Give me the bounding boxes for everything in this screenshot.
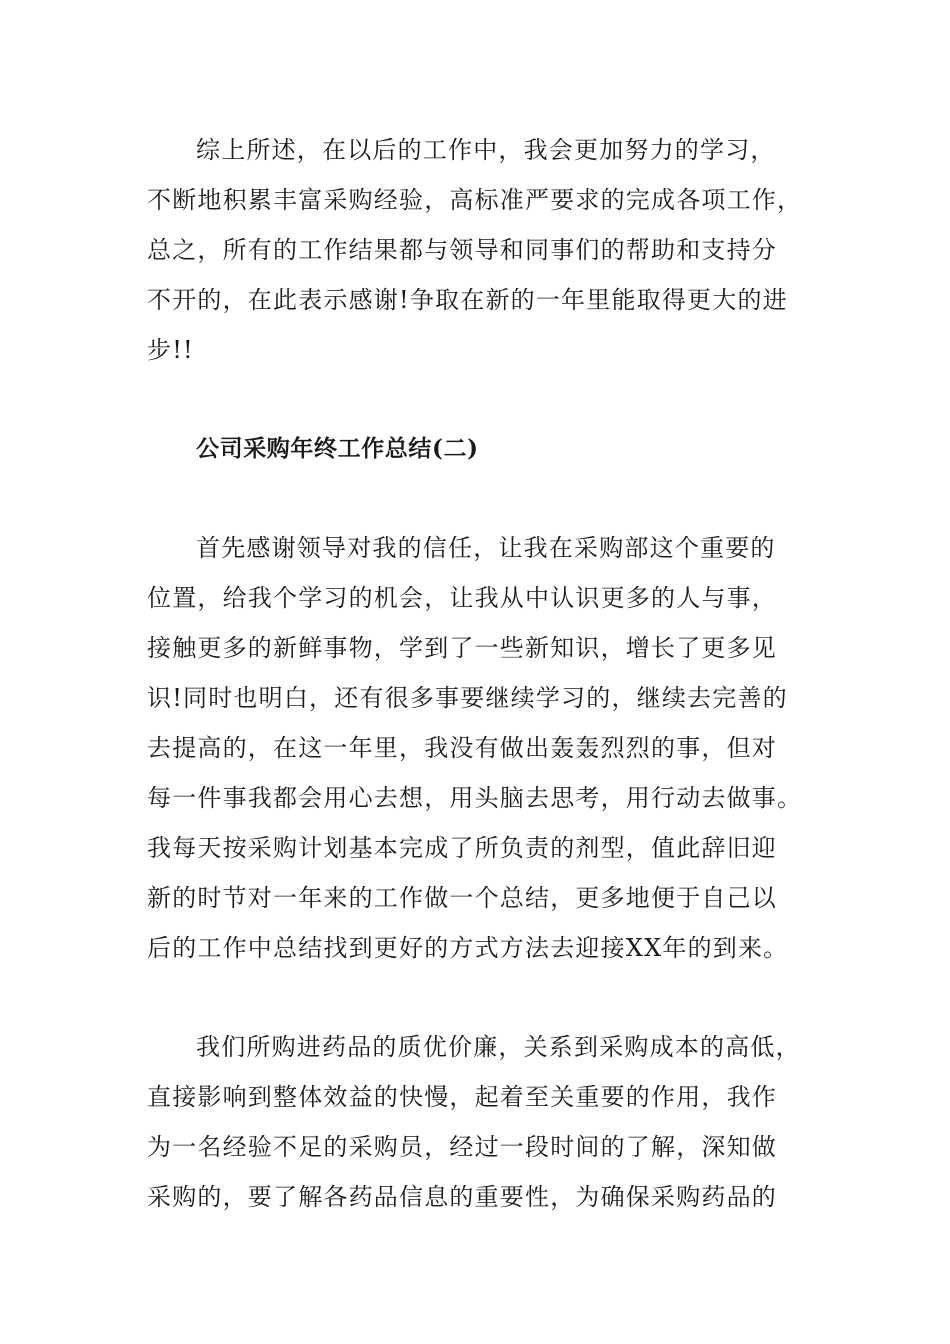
paragraph-2-line-7: 我每天按采购计划基本完成了所负责的剂型，值此辞旧迎 [147, 834, 777, 862]
paragraph-2-line-6: 每一件事我都会用心去想，用头脑去思考，用行动去做事。 [147, 784, 803, 812]
section-heading: 公司采购年终工作总结(二) [196, 435, 479, 462]
paragraph-1-line-1: 综上所述，在以后的工作中，我会更加努力的学习， [196, 136, 776, 164]
paragraph-2-line-9: 后的工作中总结找到更好的方式方法去迎接XX年的到来。 [147, 934, 789, 962]
paragraph-1-line-5: 步!! [147, 336, 194, 364]
paragraph-1-line-4: 不开的，在此表示感谢!争取在新的一年里能取得更大的进 [147, 286, 788, 314]
paragraph-3-line-3: 为一名经验不足的采购员，经过一段时间的了解，深知做 [147, 1133, 777, 1161]
paragraph-3-line-1: 我们所购进药品的质优价廉，关系到采购成本的高低， [196, 1033, 801, 1061]
paragraph-2-line-5: 去提高的，在这一年里，我没有做出轰轰烈烈的事，但对 [147, 734, 777, 762]
paragraph-1-line-2: 不断地积累丰富采购经验，高标准严要求的完成各项工作， [147, 186, 803, 214]
paragraph-2-line-8: 新的时节对一年来的工作做一个总结，更多地便于自己以 [147, 884, 777, 912]
paragraph-2-line-4: 识!同时也明白，还有很多事要继续学习的，继续去完善的 [147, 684, 788, 712]
paragraph-2-line-1: 首先感谢领导对我的信任，让我在采购部这个重要的 [196, 534, 776, 562]
paragraph-1-line-3: 总之，所有的工作结果都与领导和同事们的帮助和支持分 [147, 236, 777, 264]
paragraph-3-line-2: 直接影响到整体效益的快慢，起着至关重要的作用，我作 [147, 1083, 777, 1111]
paragraph-3-line-4: 采购的，要了解各药品信息的重要性，为确保采购药品的 [147, 1183, 777, 1211]
paragraph-2-line-3: 接触更多的新鲜事物，学到了一些新知识，增长了更多见 [147, 634, 777, 662]
paragraph-2-line-2: 位置，给我个学习的机会，让我从中认识更多的人与事， [147, 584, 777, 612]
